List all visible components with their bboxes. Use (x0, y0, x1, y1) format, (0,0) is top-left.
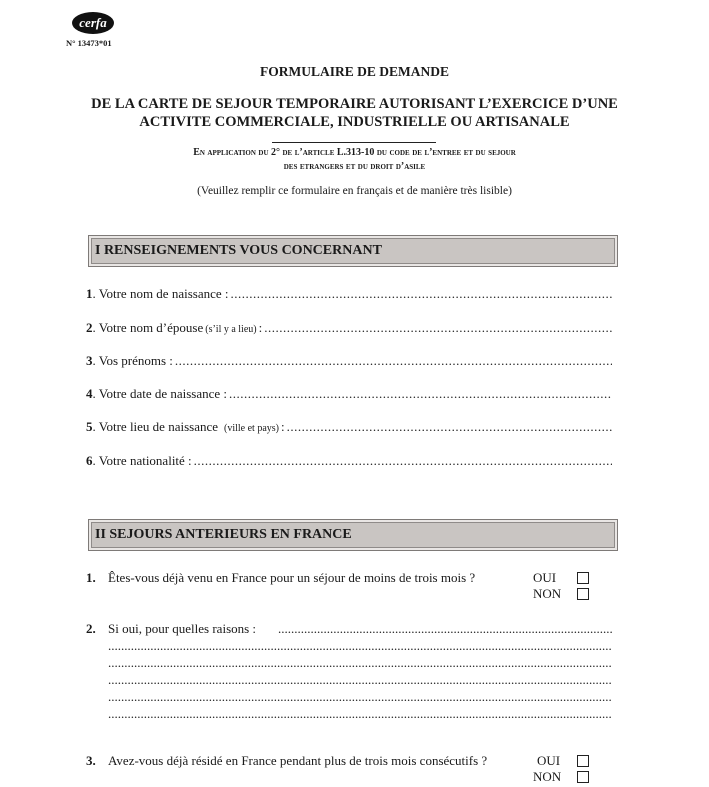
fill-line[interactable] (175, 353, 612, 369)
field-number: 3 (86, 353, 93, 368)
question-number: 3. (86, 753, 96, 768)
form-subject-line-2: ACTIVITE COMMERCIALE, INDUSTRIELLE OU ARTISANALE (139, 114, 570, 130)
field-number: 5 (86, 419, 93, 434)
instruction-note: (Veuillez remplir ce formulaire en français et de manière très lisible) (197, 185, 512, 197)
section-header-personal-info: I RENSEIGNEMENTS VOUS CONCERNANT (88, 235, 618, 267)
form-subject (0, 95, 709, 131)
reasons-fill-line[interactable] (108, 706, 612, 722)
fill-line[interactable] (194, 453, 612, 469)
form-title: FORMULAIRE DE DEMANDE (260, 64, 449, 79)
field-number: 1 (86, 286, 93, 301)
question-number: 1. (86, 570, 96, 585)
reasons-fill-line[interactable] (278, 621, 612, 637)
question-text: Si oui, pour quelles raisons : (108, 621, 257, 636)
field-colon: : (281, 419, 285, 434)
question-text: Êtes-vous déjà venu en France pour un séjour de moins de trois mois ? (108, 570, 476, 585)
fill-line[interactable] (229, 386, 612, 402)
reasons-fill-line[interactable] (108, 638, 612, 654)
form-subject-line-1: DE LA CARTE DE SEJOUR TEMPORAIRE AUTORISANT L’EXERCICE D’UNE (91, 96, 618, 112)
form-number: N° 13473*01 (66, 38, 112, 48)
question-number: 2. (86, 621, 96, 636)
question-short-stay (86, 570, 475, 586)
field-label: . Votre date de naissance : (92, 386, 228, 401)
field-number: 2 (86, 320, 93, 335)
field-label: . Votre lieu de naissance (92, 419, 219, 434)
q1-no-checkbox[interactable] (577, 588, 589, 600)
fill-line[interactable] (264, 320, 612, 336)
field-birth-name[interactable] (86, 286, 612, 302)
field-number: 4 (86, 386, 93, 401)
legal-reference-line-1: En application du 2° de l’article L.313-10 du code de l’entree et du sejour (193, 147, 516, 158)
q1-no-label: NON (533, 586, 562, 601)
title-divider (272, 142, 436, 143)
field-number: 6 (86, 453, 93, 468)
q1-yes-checkbox[interactable] (577, 572, 589, 584)
reasons-fill-line[interactable] (108, 689, 612, 705)
field-first-names[interactable] (86, 353, 612, 369)
q3-no-label: NON (533, 769, 562, 784)
q3-yes-checkbox[interactable] (577, 755, 589, 767)
fill-line[interactable] (287, 419, 612, 435)
question-long-stay (86, 753, 487, 769)
reasons-fill-line[interactable] (108, 672, 612, 688)
field-label: . Vos prénoms : (92, 353, 173, 368)
field-label: . Votre nom d’épouse (92, 320, 204, 335)
field-nationality[interactable] (86, 453, 612, 469)
field-married-name[interactable] (86, 320, 612, 336)
field-label: . Votre nom de naissance : (92, 286, 229, 301)
field-birth-date[interactable] (86, 386, 612, 402)
fill-line[interactable] (231, 286, 613, 302)
field-birth-place[interactable] (86, 419, 612, 435)
field-hint: (s’il y a lieu) (205, 324, 257, 335)
field-colon: : (258, 320, 263, 335)
q1-yes-label: OUI (533, 570, 557, 585)
cerfa-logo: cerfa (72, 12, 114, 34)
legal-reference (0, 146, 709, 174)
section-header-previous-stays: II SEJOURS ANTERIEURS EN FRANCE (88, 519, 618, 551)
legal-reference-line-2: des etrangers et du droit d’asile (283, 161, 426, 172)
question-reasons (86, 621, 256, 637)
field-label: . Votre nationalité : (92, 453, 192, 468)
field-hint: (ville et pays) (224, 423, 279, 434)
q3-yes-label: OUI (537, 753, 561, 768)
q3-no-checkbox[interactable] (577, 771, 589, 783)
question-text: Avez-vous déjà résidé en France pendant plus de trois mois consécutifs ? (108, 753, 488, 768)
reasons-fill-line[interactable] (108, 655, 612, 671)
